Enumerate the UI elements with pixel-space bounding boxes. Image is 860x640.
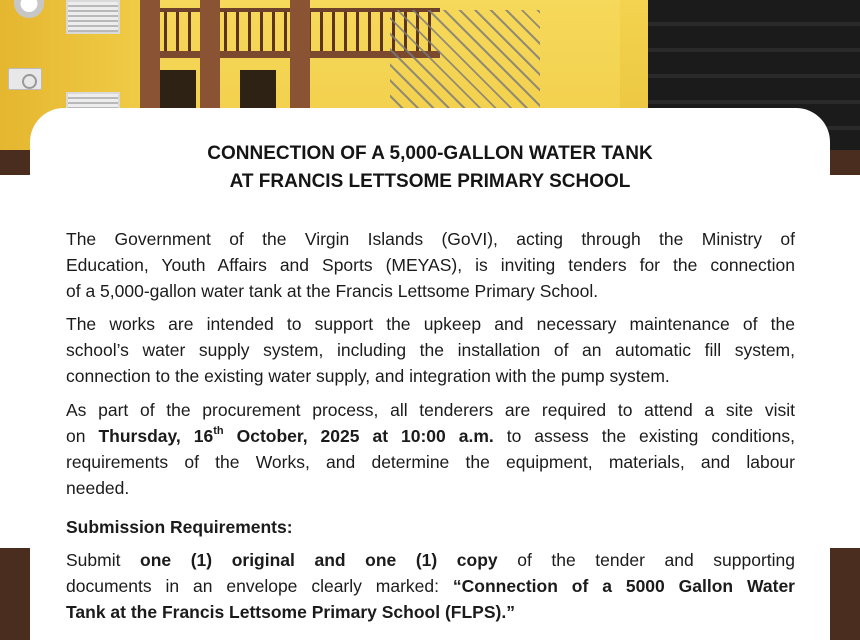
text-fragment: of the tender and supporting: [497, 550, 795, 570]
crest-icon: [14, 0, 44, 18]
text-fragment: documents in an envelope clearly marked:: [66, 576, 453, 596]
envelope-marking: Tank at the Francis Lettsome Primary School (FLPS).”: [66, 602, 515, 622]
pillar: [290, 0, 310, 110]
site-visit-date: [98, 426, 493, 446]
notice-title-line1: CONNECTION OF A 5,000-GALLON WATER TANK: [207, 143, 653, 164]
window-upper: [66, 0, 120, 34]
intro-line: The Government of the Virgin Islands (GoVI), acting through the Ministry of: [66, 229, 795, 249]
staircase: [390, 10, 540, 110]
air-conditioner-unit: [8, 68, 42, 90]
submission-heading: Submission Requirements:: [66, 517, 293, 537]
date-time: October, 2025 at 10:00 a.m.: [223, 426, 494, 446]
text-fragment: to assess the existing conditions,: [493, 426, 796, 446]
pillar: [140, 0, 160, 110]
text-fragment: on: [66, 426, 99, 446]
notice-title-line2: AT FRANCIS LETTSOME PRIMARY SCHOOL: [229, 171, 631, 192]
doorway: [240, 70, 276, 110]
submission-line: [66, 547, 795, 573]
envelope-marking: “Connection of a 5000 Gallon Water: [452, 576, 795, 596]
works-line: The works are intended to support the upkeep and necessary maintenance of the: [66, 314, 795, 334]
site-visit-line: needed.: [66, 478, 130, 498]
copies-required: one (1) original and one (1) copy: [140, 550, 498, 570]
pillar: [200, 0, 220, 110]
works-paragraph: [66, 311, 795, 389]
works-line: connection to the existing water supply, and integration with the pump system.: [66, 366, 670, 386]
right-brown-band: [829, 548, 860, 640]
site-visit-line: requirements of the Works, and determine the equipment, materials, and labour: [66, 452, 795, 472]
left-brown-band: [0, 548, 31, 640]
date-day: Thursday, 16: [98, 426, 214, 446]
intro-paragraph: [66, 226, 795, 304]
submission-paragraph: [66, 547, 795, 625]
date-ordinal: th: [213, 425, 224, 438]
site-visit-paragraph: [66, 397, 795, 501]
site-visit-line: As part of the procurement process, all tenderers are required to attend a site visit: [66, 400, 795, 420]
site-visit-line: [66, 423, 795, 449]
intro-line: of a 5,000-gallon water tank at the Francis Lettsome Primary School.: [66, 281, 599, 301]
works-line: school’s water supply system, including the installation of an automatic fill system,: [66, 340, 795, 360]
text-fragment: Submit: [66, 550, 141, 570]
submission-line: [66, 573, 795, 599]
intro-line: Education, Youth Affairs and Sports (MEYAS), is inviting tenders for the connection: [66, 255, 795, 275]
doorway: [160, 70, 196, 110]
submission-line: [66, 599, 795, 625]
